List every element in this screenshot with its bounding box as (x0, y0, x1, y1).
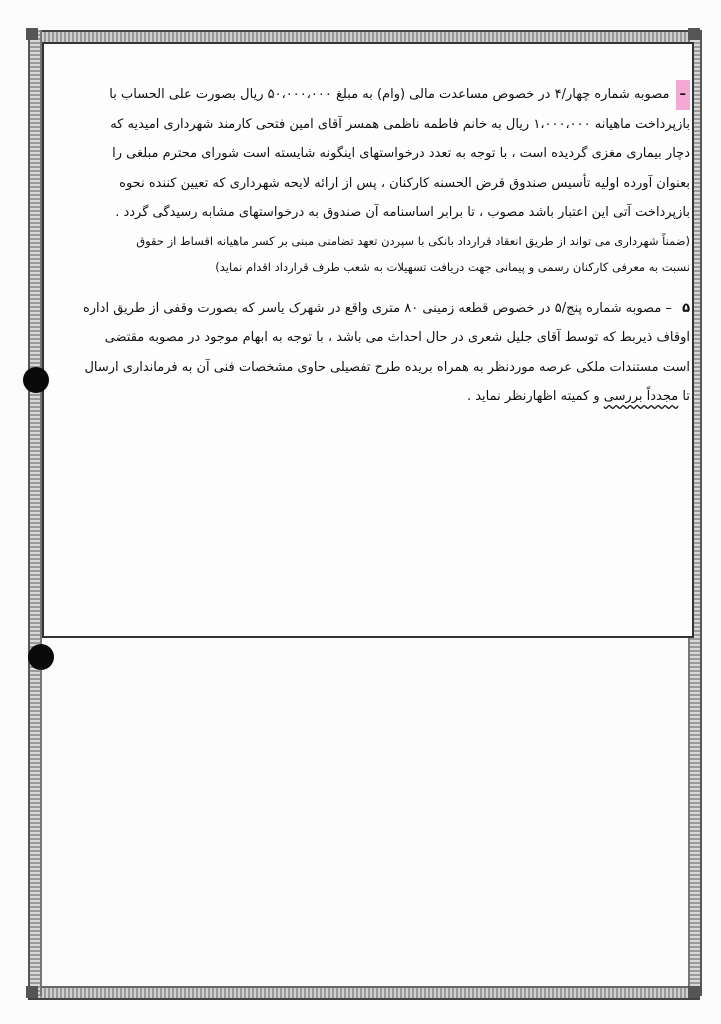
resolution-1-note (72, 228, 690, 280)
resolution-2 (72, 294, 690, 412)
frame-corner (26, 986, 38, 998)
resolution-1-line-text: مصوبه شماره چهار/۴ در خصوص مساعدت مالی (وام) به مبلغ ۵۰،۰۰۰،۰۰۰ ریال بصورت علی الحساب با (109, 87, 670, 102)
frame-border-bottom (28, 986, 700, 1000)
resolution-2-line-text: مصوبه شماره پنج/۵ در خصوص قطعه زمینی ۸۰ متری واقع در شهرک یاسر که بصورت وقفی از طریق اداره (82, 300, 662, 316)
resolution-1 (72, 80, 690, 228)
resolution-2-underlined-phrase: مجدداً بررسی (603, 389, 679, 404)
resolution-1-note-line: نسبت به معرفی کارکنان رسمی و پیمانی جهت دریافت تسهیلات به شعب طرف قرارداد اقدام نماید) (215, 259, 690, 274)
resolution-2-line: ۵ – مصوبه شماره پنج/۵ در خصوص قطعه زمینی ۸۰ متری واقع در شهرک یاسر که بصورت وقفی از طریق اداره (72, 294, 690, 324)
resolution-2-last-suffix: و کمیته اظهارنظر نماید . (466, 389, 600, 404)
resolution-1-marker: – (676, 80, 691, 110)
resolution-2-line: است مستندات ملکی عرصه موردنظر به همراه بریده طرح تفصیلی حاوی مشخصات فنی آن به فرمانداری ارسال (84, 359, 690, 375)
resolution-1-line: بازپرداخت ماهیانه ۱،۰۰۰،۰۰۰ ریال به خانم فاطمه ناظمی همسر آقای امین فتحی کارمند شهرداری امیدیه که (110, 116, 690, 132)
resolution-1-note-line: (ضمناً شهرداری می تواند از طریق انعقاد قرارداد بانکی با سپردن تعهد تضامنی مبنی بر کسر ماهیانه اقساط از حقوق (136, 233, 690, 248)
frame-corner (688, 28, 700, 40)
resolution-2-last-prefix: تا (682, 389, 690, 404)
punch-hole (28, 644, 54, 670)
frame-corner (688, 986, 700, 998)
resolution-1-line (72, 80, 690, 110)
resolution-1-line: بعنوان آورده اولیه تأسیس صندوق قرض الحسنه کارکنان ، پس از ارائه لایحه شهرداری که تعیین کننده نحوه (119, 175, 690, 191)
resolution-1-line: دچار بیماری مغزی گردیده است ، با توجه به تعدد درخواستهای اینگونه شایسته است شورای محترم مبلغی را (112, 146, 690, 161)
resolution-2-last-line (72, 382, 690, 412)
resolution-2-marker: ۵ (682, 300, 690, 316)
frame-border-left (28, 30, 42, 996)
resolution-1-line: بازپرداخت آتی این اعتبار باشد مصوب ، تا برابر اساسنامه آن صندوق به درخواستهای مشابه رسیدگی گردد . (115, 205, 690, 220)
document-body (72, 80, 690, 412)
punch-hole (23, 367, 49, 393)
resolution-2-line: اوقاف ذیربط که توسط آقای جلیل شعری در حال احداث می باشد ، با توجه به ابهام موجود در مصوبه مقتضی (104, 330, 690, 345)
frame-corner (26, 28, 38, 40)
